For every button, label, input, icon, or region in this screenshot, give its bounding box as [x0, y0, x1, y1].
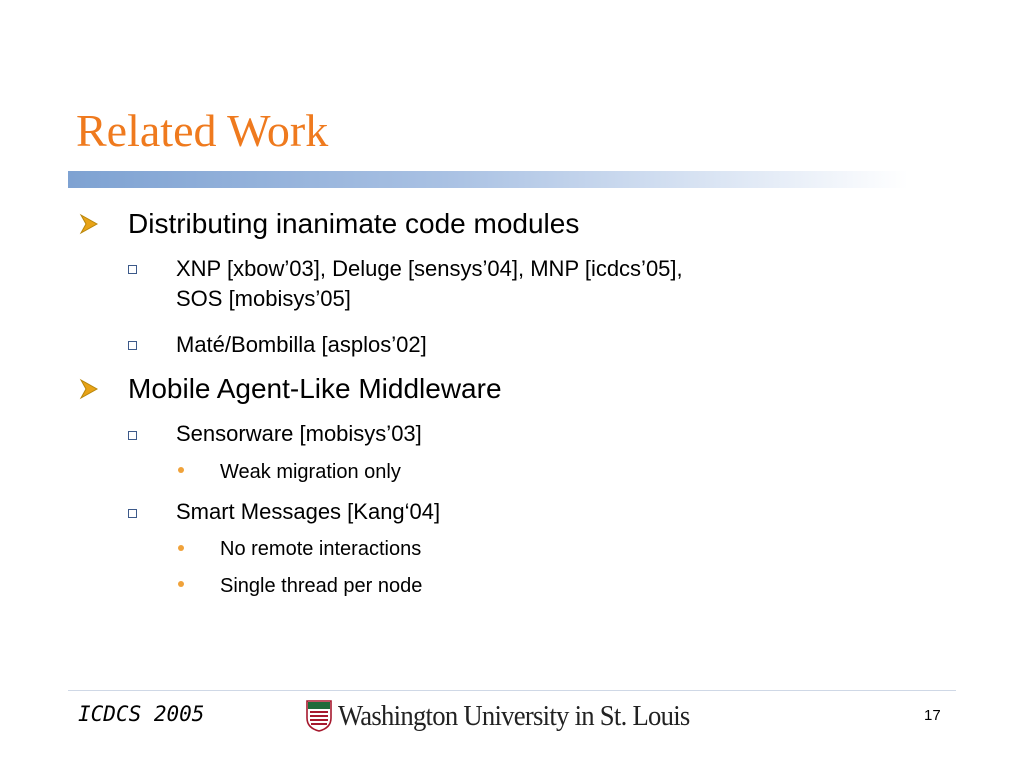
square-bullet-icon	[128, 265, 137, 274]
bullet-l2-line: SOS [mobisys’05]	[176, 285, 351, 311]
bullet-l2-text	[176, 254, 683, 313]
university-logo	[306, 697, 720, 735]
bullet-l3-text: Weak migration only	[220, 461, 401, 483]
footer-divider	[68, 690, 956, 691]
dot-bullet-icon	[178, 467, 184, 473]
square-bullet-icon	[128, 509, 137, 518]
dot-bullet-icon	[178, 581, 184, 587]
bullet-l3-text: No remote interactions	[220, 538, 422, 560]
dot-bullet-icon	[178, 545, 184, 551]
square-bullet-icon	[128, 431, 137, 440]
bullet-l1-text: Distributing inanimate code modules	[128, 208, 580, 239]
square-bullet-icon	[128, 341, 137, 350]
university-logo-text: Washington University in St. Louis	[338, 699, 690, 732]
title-underline-bar	[68, 171, 908, 188]
arrow-bullet-icon	[78, 378, 100, 400]
university-shield-icon	[306, 700, 332, 732]
arrow-bullet-icon	[78, 213, 100, 235]
bullet-l2-text: Sensorware [mobisys’03]	[176, 421, 422, 446]
bullet-l2-text: Smart Messages [Kang‘04]	[176, 499, 441, 524]
page-title: Related Work	[76, 105, 329, 156]
page-number: 17	[924, 707, 941, 724]
bullet-l2-text: Maté/Bombilla [asplos’02]	[176, 332, 427, 357]
footer-conference: ICDCS 2005	[78, 702, 205, 726]
bullet-l3-text: Single thread per node	[220, 575, 423, 597]
bullet-l1-text: Mobile Agent-Like Middleware	[128, 373, 502, 404]
bullet-l2-line: XNP [xbow’03], Deluge [sensys’04], MNP [icdcs’05],	[176, 256, 683, 281]
